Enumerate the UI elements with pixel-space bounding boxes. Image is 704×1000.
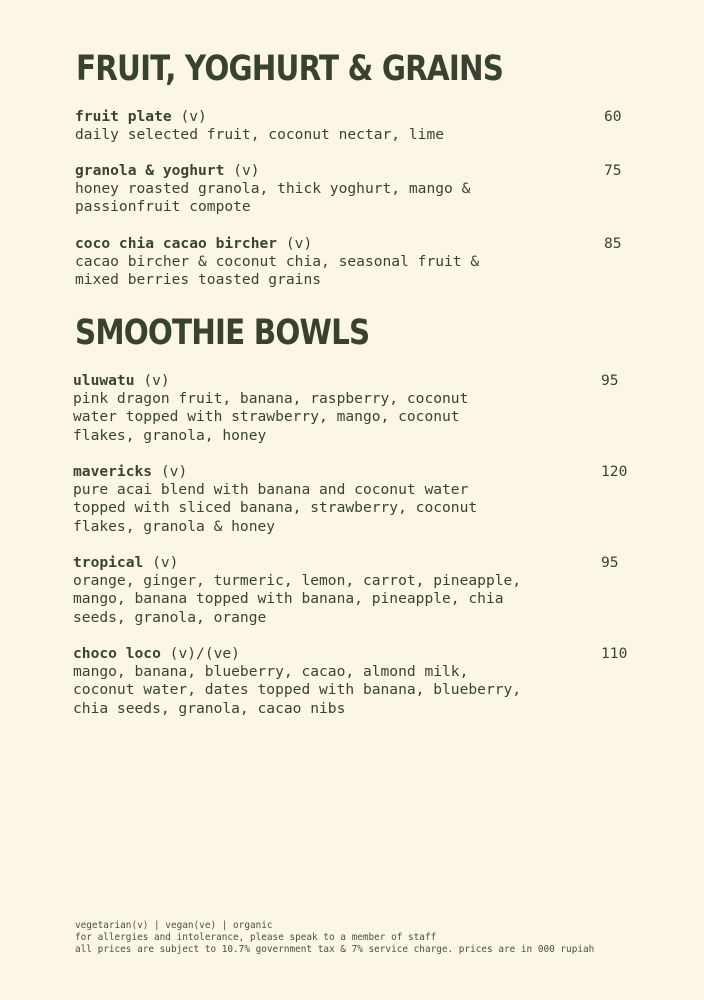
section-title-fruit-yoghurt-grains: FRUIT, YOGHURT & GRAINS [76, 49, 504, 89]
item-description: mango, banana, blueberry, cacao, almond milk, coconut water, dates topped with banana, blueberry, chia seeds, granola, cacao nibs [73, 663, 522, 717]
dietary-tag: (v) [152, 554, 179, 571]
item-description: pure acai blend with banana and coconut water topped with sliced banana, strawberry, coconut flakes, granola & honey [73, 481, 478, 535]
item-price: 60 [604, 108, 622, 125]
dietary-tag: (v) [143, 372, 170, 389]
item-name: granola & yoghurt [75, 162, 225, 179]
item-description: pink dragon fruit, banana, raspberry, coconut water topped with strawberry, mango, coconut flakes, granola, honey [73, 390, 469, 444]
dietary-tag: (v) [180, 108, 207, 125]
menu-item-uluwatu [73, 372, 633, 445]
item-description: cacao bircher & coconut chia, seasonal fruit & mixed berries toasted grains [75, 253, 480, 289]
dietary-tag: (v) [285, 235, 313, 252]
item-description: daily selected fruit, coconut nectar, lime [75, 126, 445, 144]
item-name: tropical [73, 554, 144, 571]
item-price: 95 [601, 372, 619, 389]
dietary-tag: (v) [233, 162, 260, 179]
item-price: 95 [601, 554, 619, 571]
section-title-smoothie-bowls: SMOOTHIE BOWLS [75, 313, 370, 353]
menu-item-choco-loco [73, 645, 633, 718]
item-price: 120 [601, 463, 628, 480]
item-description: orange, ginger, turmeric, lemon, carrot, pineapple, mango, banana topped with banana, pineapple, chia seeds, granola, orange [73, 572, 522, 626]
menu-item-fruit-plate [75, 108, 635, 144]
dietary-tag: (v)/(ve) [169, 645, 240, 662]
item-price: 75 [604, 162, 622, 179]
item-name: coco chia cacao bircher [75, 235, 278, 252]
item-name: uluwatu [73, 372, 135, 389]
item-description: honey roasted granola, thick yoghurt, mango & passionfruit compote [75, 180, 471, 216]
item-price: 85 [604, 235, 622, 252]
item-name: mavericks [73, 463, 153, 480]
item-price: 110 [601, 645, 628, 662]
dietary-tag: (v) [160, 463, 188, 480]
pricing-notice: all prices are subject to 10.7% government tax & 7% service charge. prices are in 000 rupiah [75, 944, 595, 955]
menu-footer [75, 920, 594, 956]
item-name: choco loco [73, 645, 161, 662]
item-name: fruit plate [75, 108, 172, 125]
dietary-legend: vegetarian(v) | vegan(ve) | organic [75, 920, 273, 931]
allergy-notice: for allergies and intolerance, please speak to a member of staff [75, 932, 437, 943]
menu-item-mavericks [73, 463, 633, 536]
menu-item-granola-yoghurt [75, 162, 635, 217]
menu-item-coco-chia-cacao-bircher [75, 235, 635, 290]
menu-item-tropical [73, 554, 633, 627]
